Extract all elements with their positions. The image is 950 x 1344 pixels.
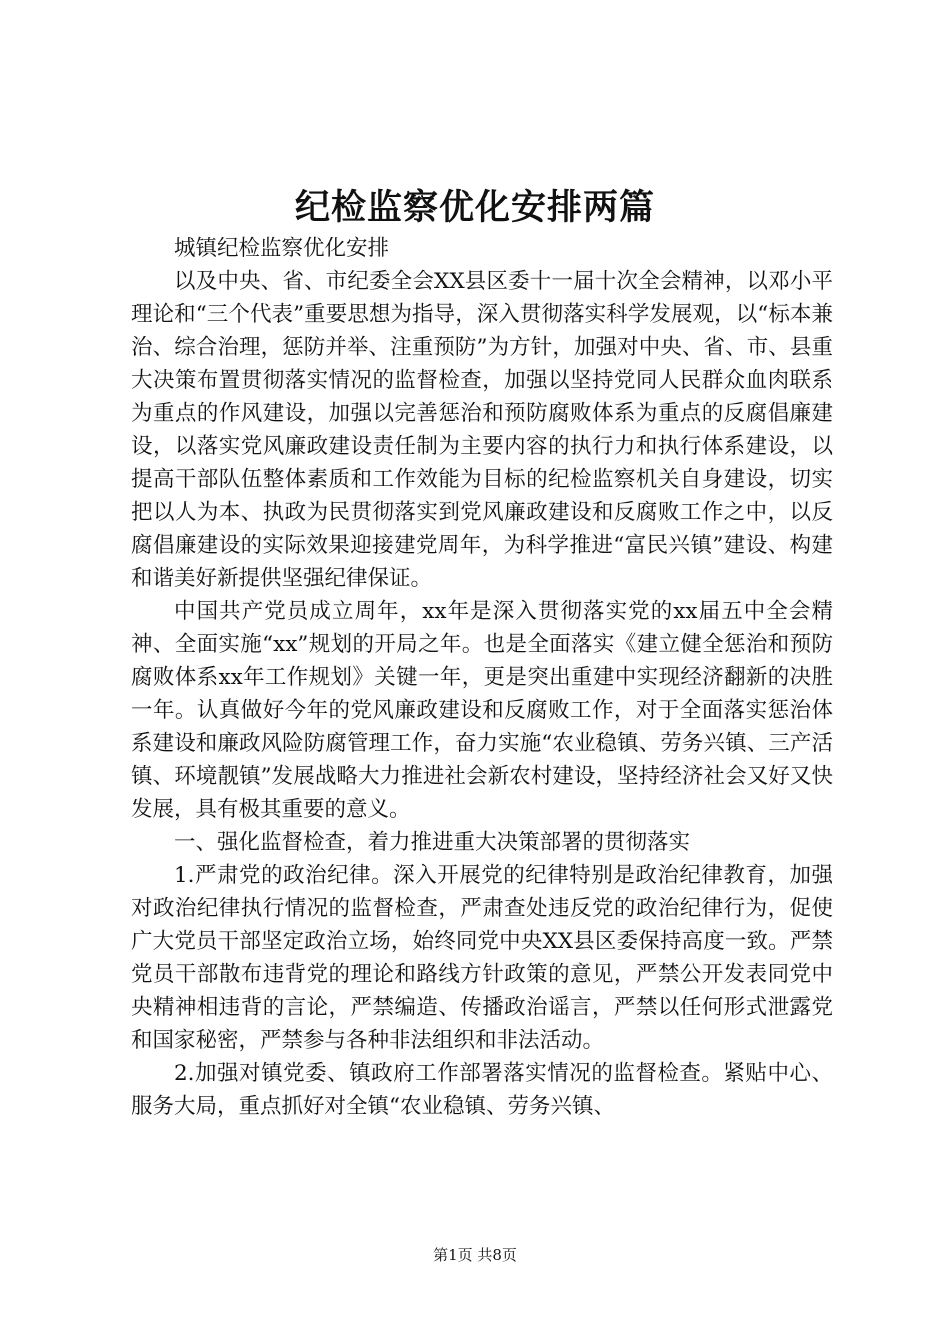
- section-heading: 一、强化监督检查，着力推进重大决策部署的贯彻落实: [174, 830, 691, 855]
- document-body: [131, 232, 833, 1123]
- body-paragraph: 以及中央、省、市纪委全会XX县区委十一届十次全会精神，以邓小平理论和“三个代表”重要思想为指导，深入贯彻落实科学发展观，以“标本兼治、综合治理，惩防并举、注重预防”为方针，加强对中央、省、市、县重大决策布置贯彻落实情况的监督检查，加强以坚持党同人民群众血肉联系为重点的作风建设，加强以完善惩治和预防腐败体系为重点的反腐倡廉建设，以落实党风廉政建设责任制为主要内容的执行力和执行体系建设，以提高干部队伍整体素质和工作效能为目标的纪检监察机关自身建设，切实把以人为本、执政为民贯彻落实到党风廉政建设和反腐败工作之中，以反腐倡廉建设的实际效果迎接建党周年，为科学推进“富民兴镇”建设、构建和谐美好新提供坚强纪律保证。: [131, 269, 833, 591]
- body-paragraph: 1.严肃党的政治纪律。深入开展党的纪律特别是政治纪律教育，加强对政治纪律执行情况的监督检查，严肃查处违反党的政治纪律行为，促使广大党员干部坚定政治立场，始终同党中央XX县区委保持高度一致。严禁党员干部散布违背党的理论和路线方针政策的意见，严禁公开发表同党中央精神相违背的言论，严禁编造、传播政治谣言，严禁以任何形式泄露党和国家秘密，严禁参与各种非法组织和非法活动。: [131, 863, 833, 1053]
- section-heading: 城镇纪检监察优化安排: [174, 236, 390, 261]
- body-paragraph: 2.加强对镇党委、镇政府工作部署落实情况的监督检查。紧贴中心、服务大局，重点抓好对全镇“农业稳镇、劳务兴镇、: [131, 1061, 833, 1119]
- body-paragraph: 中国共产党员成立周年，xx年是深入贯彻落实党的xx届五中全会精神、全面实施“xx”规划的开局之年。也是全面落实《建立健全惩治和预防腐败体系xx年工作规划》关键一年，更是突出重建中实现经济翻新的决胜一年。认真做好今年的党风廉政建设和反腐败工作，对于全面落实惩治体系建设和廉政风险防腐管理工作，奋力实施“农业稳镇、劳务兴镇、三产活镇、环境靓镇”发展战略大力推进社会新农村建设，坚持经济社会又好又快发展，具有极其重要的意义。: [131, 599, 833, 822]
- page-footer: 第1页 共8页: [433, 1246, 517, 1264]
- document-title: 纪检监察优化安排两篇: [294, 188, 655, 228]
